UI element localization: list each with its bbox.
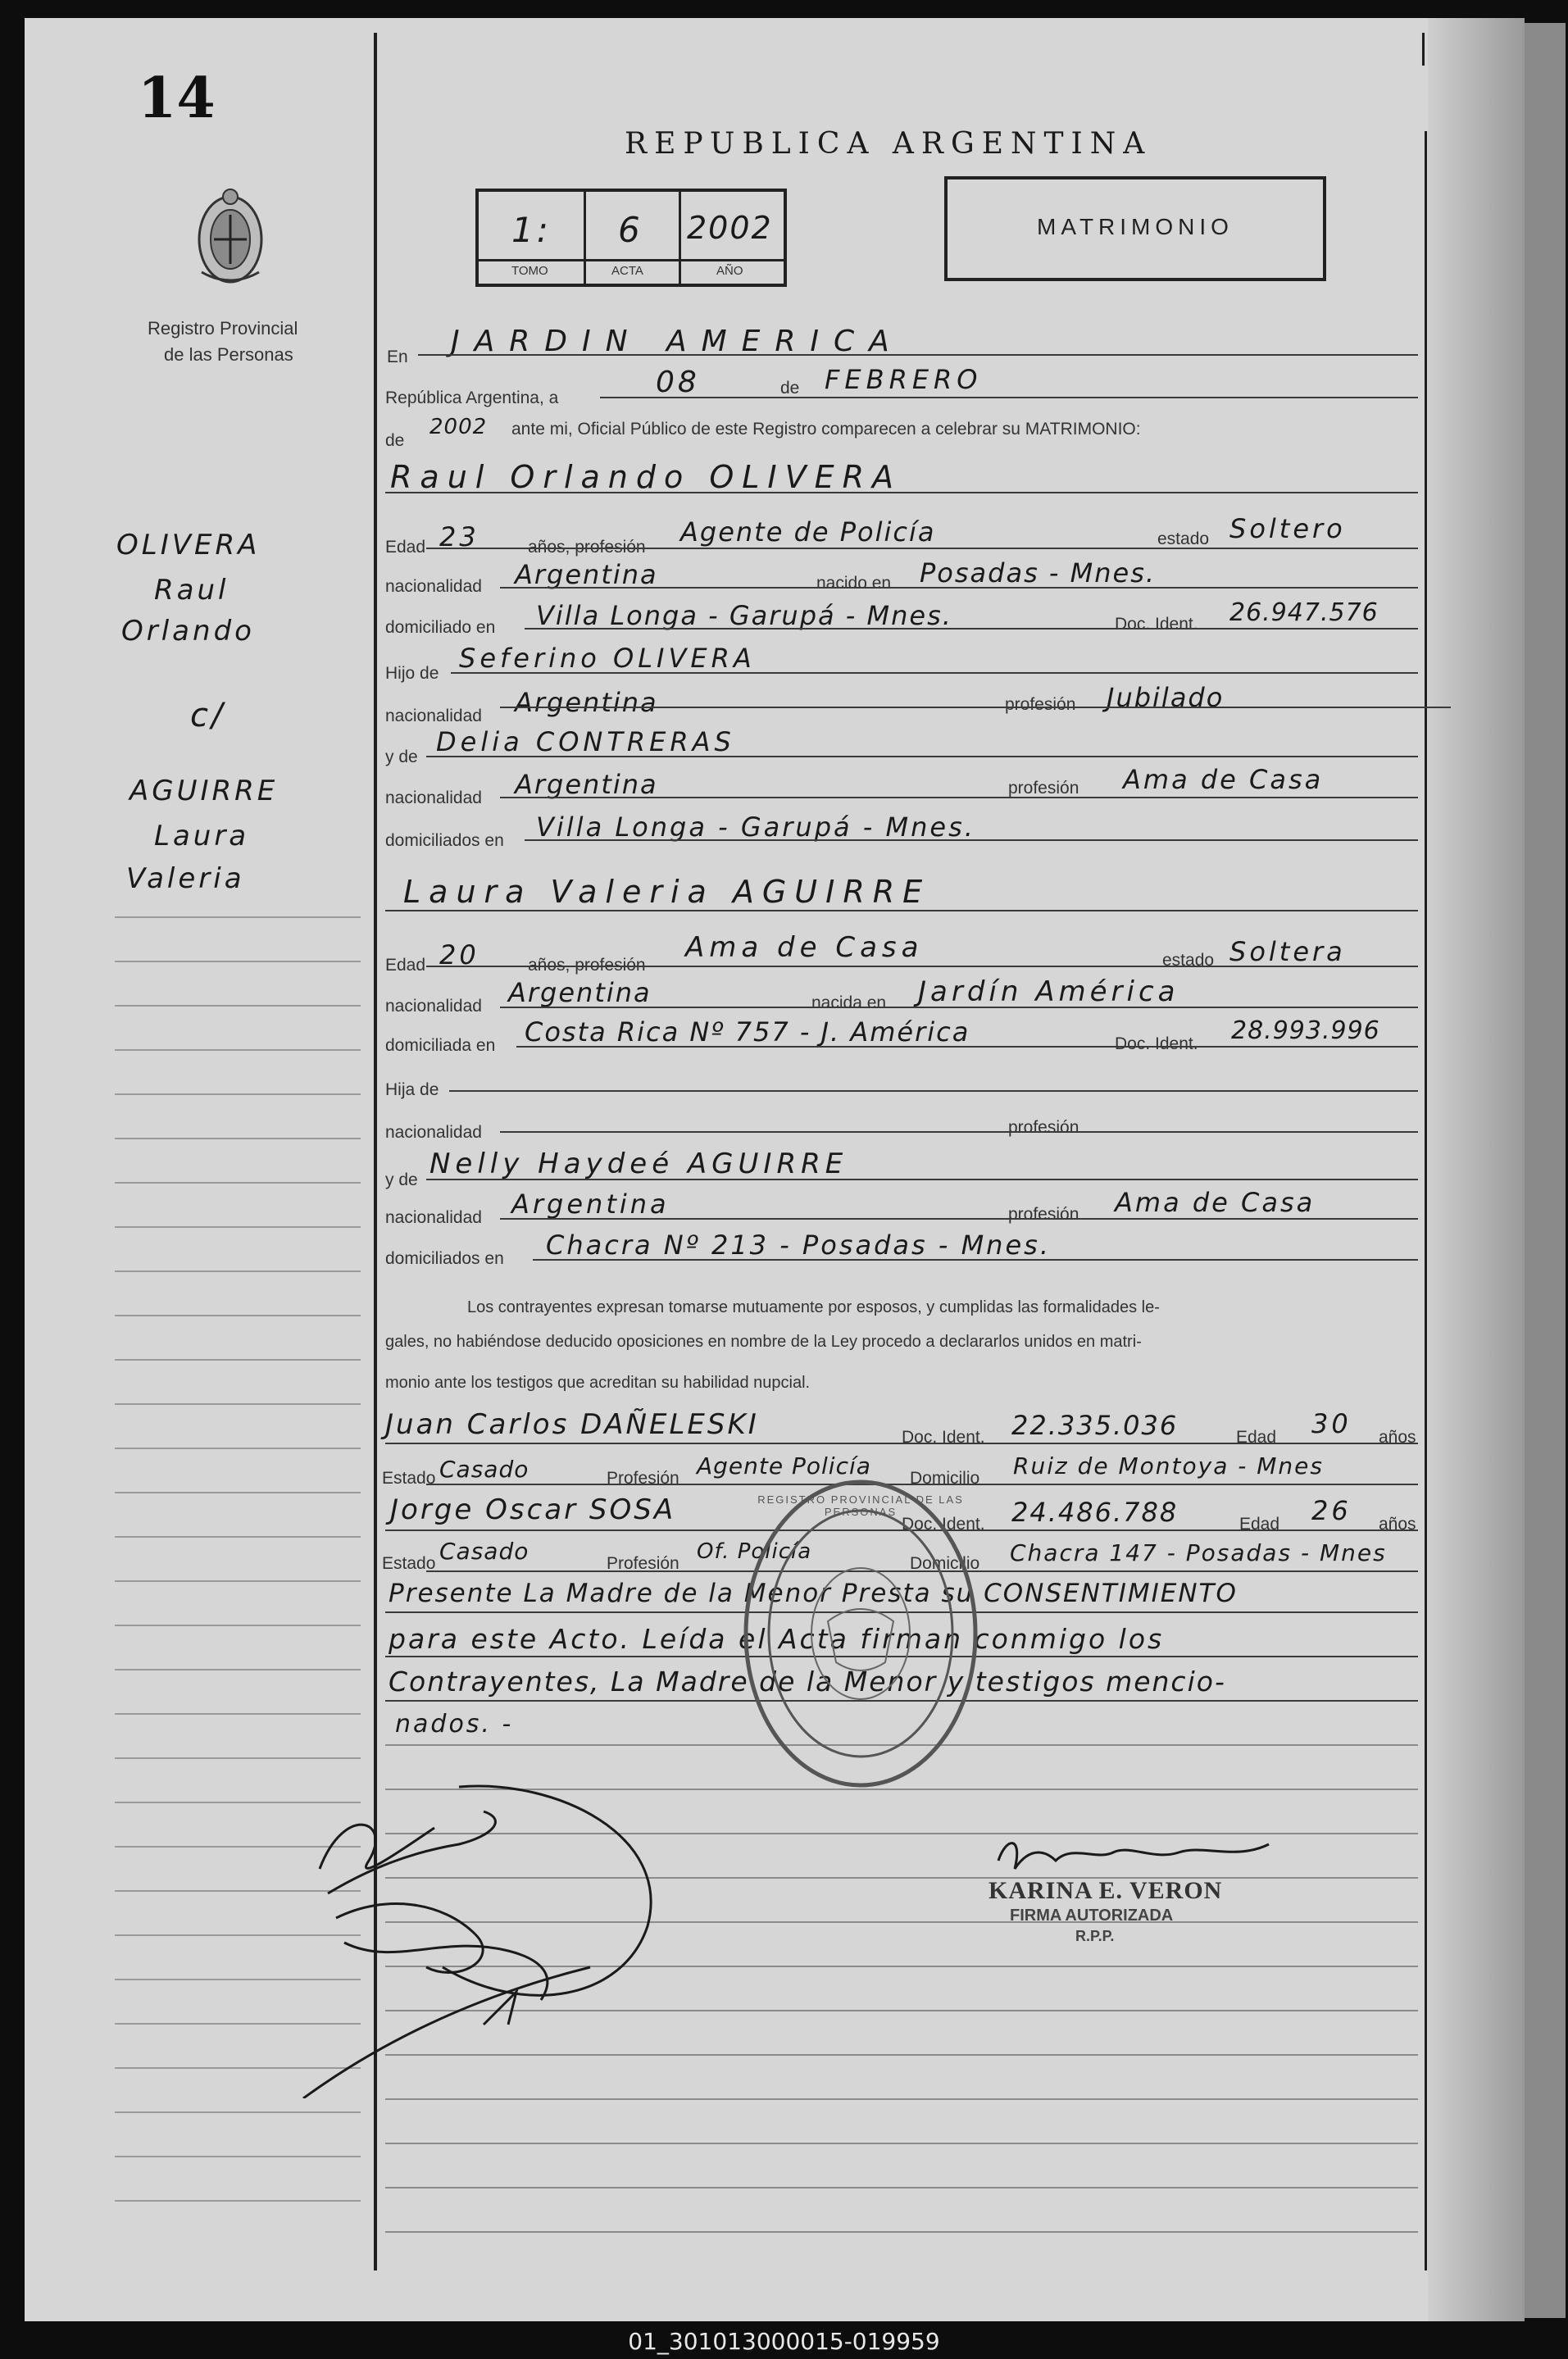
- bride-profesion: Ama de Casa: [685, 931, 924, 964]
- ano-value: 2002: [687, 210, 773, 246]
- acta-value: 6: [618, 210, 643, 250]
- bride-madre-nac-label: nacionalidad: [385, 1208, 482, 1227]
- margin-rule: [115, 1713, 361, 1715]
- date-rule: [600, 397, 1418, 398]
- witness1-rule: [385, 1443, 1418, 1444]
- margin-rule: [115, 1049, 361, 1051]
- margin-bride-name2: Valeria: [126, 862, 245, 895]
- margin-rule: [115, 2111, 361, 2113]
- bride-madre-nac-rule: [500, 1218, 1418, 1220]
- country-title: REPUBLICA ARGENTINA: [625, 127, 1152, 161]
- bride-madre-prof-label: profesión: [1008, 1205, 1079, 1224]
- witness1-anos: años: [1379, 1428, 1416, 1447]
- groom-domicilio: Villa Longa - Garupá - Mnes.: [536, 600, 952, 631]
- groom-nac-label: nacionalidad: [385, 577, 482, 596]
- groom-madre-prof: Ama de Casa: [1123, 764, 1324, 795]
- bride-edad-rule: [426, 966, 1418, 967]
- bride-yde-label: y de: [385, 1170, 418, 1189]
- margin-rule: [115, 1093, 361, 1095]
- image-id-footer: 01_301013000015-019959: [628, 2328, 940, 2355]
- bride-edad-label: Edad: [385, 956, 426, 975]
- groom-madre-nac-rule: [500, 797, 1418, 798]
- groom-anos-label: años, profesión: [528, 538, 646, 557]
- margin-rule: [115, 1625, 361, 1626]
- ano-label: AÑO: [716, 264, 743, 278]
- top-mark: [1422, 33, 1425, 66]
- bride-domp-label: domiciliados en: [385, 1249, 504, 1268]
- page-number: 14: [138, 66, 216, 131]
- act-type-label: MATRIMONIO: [1037, 214, 1234, 239]
- declaration-line2: gales, no habiéndose deducido oposiciones en nombre de la Ley procedo a declararlos unidos en matri-: [385, 1333, 1142, 1351]
- official-name: KARINA E. VERON: [989, 1877, 1223, 1904]
- bride-nac-label: nacionalidad: [385, 997, 482, 1016]
- margin-rule: [115, 1359, 361, 1361]
- groom-profesion: Agente de Policía: [680, 516, 936, 548]
- tomo-value: 1:: [511, 210, 552, 250]
- en-label: En: [387, 348, 408, 366]
- groom-padre: Seferino OLIVERA: [459, 643, 756, 674]
- groom-padre-nac-label: nacionalidad: [385, 707, 482, 725]
- bride-nacida-label: nacida en: [811, 993, 887, 1012]
- acta-label: ACTA: [611, 264, 643, 278]
- margin-rule: [115, 1448, 361, 1449]
- bride-nacida: Jardín América: [918, 975, 1179, 1008]
- witness2-prof: Of. Policía: [697, 1539, 812, 1564]
- margin-rule: [115, 2200, 361, 2202]
- witness1-prof-label: Profesión: [607, 1469, 679, 1488]
- right-border: [1425, 131, 1427, 2270]
- notes-line3: Contrayentes, La Madre de la Menor y testigos mencio-: [389, 1666, 1226, 1698]
- groom-name-rule: [385, 492, 1418, 493]
- margin-rule: [115, 1315, 361, 1316]
- official-title: FIRMA AUTORIZADA: [1010, 1907, 1174, 1925]
- groom-domp-label: domiciliados en: [385, 831, 504, 850]
- witness2-estado: Casado: [439, 1538, 529, 1565]
- margin-bride-surname: AGUIRRE: [130, 775, 279, 807]
- groom-padre-nac-rule: [500, 707, 1451, 708]
- groom-nac-rule: [500, 587, 1418, 589]
- witness2-prof-label: Profesión: [607, 1554, 679, 1573]
- blank-rule: [385, 2187, 1418, 2189]
- rep-label: República Argentina, a: [385, 389, 559, 407]
- margin-rule: [115, 1757, 361, 1759]
- margin-rule: [115, 1403, 361, 1405]
- registry-line2: de las Personas: [164, 344, 293, 365]
- witness1-dom: Ruiz de Montoya - Mnes: [1013, 1452, 1324, 1479]
- official-office: R.P.P.: [1075, 1928, 1115, 1944]
- de-label: de: [780, 379, 800, 398]
- bride-p-nac-rule: [500, 1131, 1418, 1133]
- witness2-doc-label: Doc. Ident.: [902, 1515, 985, 1534]
- bride-dom-rule: [516, 1046, 1418, 1048]
- official-stamp: [738, 1474, 984, 1793]
- groom-estado-label: estado: [1157, 530, 1210, 548]
- margin-rule: [115, 2156, 361, 2157]
- day: 08: [656, 366, 700, 399]
- de2-label: de: [385, 431, 405, 450]
- notes-line4: nados. -: [395, 1710, 514, 1739]
- groom-madre-nac-label: nacionalidad: [385, 789, 482, 807]
- bride-hija-label: Hija de: [385, 1080, 439, 1099]
- witness2-estado-label: Estado: [382, 1554, 436, 1573]
- groom-hijo-label: Hijo de: [385, 664, 439, 683]
- tomo-label: TOMO: [511, 264, 548, 278]
- bride-nac-rule: [500, 1007, 1418, 1008]
- witness1-estado-label: Estado: [382, 1469, 436, 1488]
- groom-edad-label: Edad: [385, 538, 426, 557]
- bride-anos-label: años, profesión: [528, 956, 646, 975]
- place: JARDIN AMERICA: [451, 325, 904, 358]
- registry-line1: Registro Provincial: [148, 318, 298, 339]
- groom-edad-rule: [426, 548, 1418, 549]
- groom-estado: Soltero: [1229, 513, 1346, 544]
- bride-madre-dom: Chacra Nº 213 - Posadas - Mnes.: [546, 1229, 1051, 1261]
- groom-doc: 26.947.576: [1229, 598, 1379, 627]
- witness2-name: Jorge Oscar SOSA: [390, 1493, 676, 1526]
- margin-rule: [115, 1270, 361, 1272]
- groom-madre: Delia CONTRERAS: [436, 726, 735, 757]
- groom-padre-rule: [451, 672, 1418, 674]
- margin-groom-name2: Orlando: [121, 615, 255, 648]
- signature-handwritten: [295, 1770, 680, 2102]
- margin-rule: [115, 1580, 361, 1582]
- groom-doc-label: Doc. Ident.: [1115, 615, 1198, 634]
- margin-rule: [115, 1138, 361, 1139]
- groom-padres-dom: Villa Longa - Garupá - Mnes.: [536, 811, 975, 843]
- bride-madre-prof: Ama de Casa: [1115, 1187, 1316, 1218]
- groom-nacido: Posadas - Mnes.: [920, 557, 1157, 589]
- witness1-edad-label: Edad: [1236, 1428, 1277, 1447]
- blank-rule: [385, 2231, 1418, 2233]
- bride-madre-rule: [426, 1179, 1418, 1180]
- bride-madre-dom-rule: [533, 1259, 1418, 1261]
- witness2-edad: 26: [1311, 1495, 1352, 1526]
- notes-line1: Presente La Madre de la Menor Presta su CONSENTIMIENTO: [389, 1579, 1238, 1608]
- groom-full-name: Raul Orlando OLIVERA: [390, 459, 902, 495]
- bride-estado-label: estado: [1162, 951, 1215, 970]
- groom-madre-nac: Argentina: [515, 769, 658, 800]
- notes-line2: para este Acto. Leída el Acta firman conmigo los: [389, 1623, 1165, 1655]
- witness2-anos: años: [1379, 1515, 1416, 1534]
- witness1-name: Juan Carlos DAÑELESKI: [385, 1408, 759, 1441]
- groom-dom-rule: [525, 628, 1418, 630]
- stamp-text: REGISTRO PROVINCIAL DE LAS PERSONAS: [757, 1493, 964, 1518]
- bride-doc: 28.993.996: [1231, 1016, 1380, 1045]
- groom-nacionalidad: Argentina: [515, 559, 658, 590]
- groom-padre-prof-label: profesión: [1005, 695, 1076, 714]
- groom-dom-label: domiciliado en: [385, 618, 496, 637]
- bride-nacionalidad: Argentina: [508, 977, 652, 1008]
- bride-edad: 20: [439, 939, 479, 970]
- bride-madre: Nelly Haydeé AGUIRRE: [429, 1148, 848, 1180]
- bride-domicilio: Costa Rica Nº 757 - J. América: [525, 1016, 970, 1048]
- groom-yde-label: y de: [385, 748, 418, 766]
- declaration-line1: Los contrayentes expresan tomarse mutuamente por esposos, y cumplidas las formalidades le-: [467, 1298, 1160, 1316]
- margin-rule: [115, 1536, 361, 1538]
- bride-estado: Soltera: [1229, 936, 1346, 967]
- bride-dom-label: domiciliada en: [385, 1036, 496, 1055]
- groom-madre-rule: [426, 756, 1418, 757]
- page-shadow: [1428, 18, 1525, 2321]
- act-type-box: [944, 176, 1326, 281]
- margin-rule: [115, 1492, 361, 1493]
- witness1-estado: Casado: [439, 1456, 529, 1483]
- bride-madre-nac: Argentina: [511, 1189, 670, 1220]
- page-edge: [1525, 23, 1566, 2318]
- coat-of-arms-icon: [185, 182, 275, 301]
- margin-rule: [115, 1005, 361, 1007]
- groom-edad: 23: [439, 521, 479, 552]
- year: 2002: [429, 415, 488, 439]
- blank-rule: [385, 2143, 1418, 2144]
- margin-rule: [115, 916, 361, 918]
- margin-rule: [115, 1226, 361, 1228]
- margin-rule: [115, 1669, 361, 1670]
- witness1-doc: 22.335.036: [1011, 1410, 1179, 1441]
- month: FEBRERO: [825, 364, 983, 395]
- bride-padre-rule: [449, 1090, 1418, 1092]
- margin-rule: [115, 961, 361, 962]
- witness2-dom-label: Domicilio: [910, 1554, 980, 1573]
- ante-text: ante mi, Oficial Público de este Registro comparecen a celebrar su MATRIMONIO:: [511, 420, 1141, 439]
- bride-p-nac-label: nacionalidad: [385, 1123, 482, 1142]
- bride-doc-label: Doc. Ident.: [1115, 1034, 1198, 1053]
- groom-padre-nac: Argentina: [515, 687, 658, 718]
- margin-conj: c/: [190, 697, 226, 734]
- witness2-edad-label: Edad: [1239, 1515, 1280, 1534]
- witness1-dom-label: Domicilio: [910, 1469, 980, 1488]
- declaration-line3: monio ante los testigos que acreditan su habilidad nupcial.: [385, 1374, 811, 1392]
- witness1-edad: 30: [1311, 1408, 1352, 1439]
- groom-madre-prof-label: profesión: [1008, 779, 1079, 798]
- witness2-dom: Chacra 147 - Posadas - Mnes: [1010, 1539, 1387, 1566]
- bride-name-rule: [385, 910, 1418, 911]
- witness1-doc-label: Doc. Ident.: [902, 1428, 985, 1447]
- groom-padre-prof: Jubilado: [1107, 682, 1225, 713]
- groom-padres-dom-rule: [525, 839, 1418, 841]
- margin-rule: [115, 1182, 361, 1184]
- margin-groom-name1: Raul: [154, 574, 230, 607]
- bride-full-name: Laura Valeria AGUIRRE: [403, 874, 931, 910]
- margin-groom-surname: OLIVERA: [116, 529, 261, 561]
- registry-number-box: [475, 189, 787, 287]
- margin-bride-name1: Laura: [154, 820, 250, 852]
- witness2-doc: 24.486.788: [1011, 1497, 1179, 1528]
- witness1-prof: Agente Policía: [697, 1452, 871, 1479]
- groom-nacido-label: nacido en: [816, 574, 892, 593]
- place-rule: [418, 354, 1418, 356]
- bride-p-prof-label: profesión: [1008, 1118, 1079, 1137]
